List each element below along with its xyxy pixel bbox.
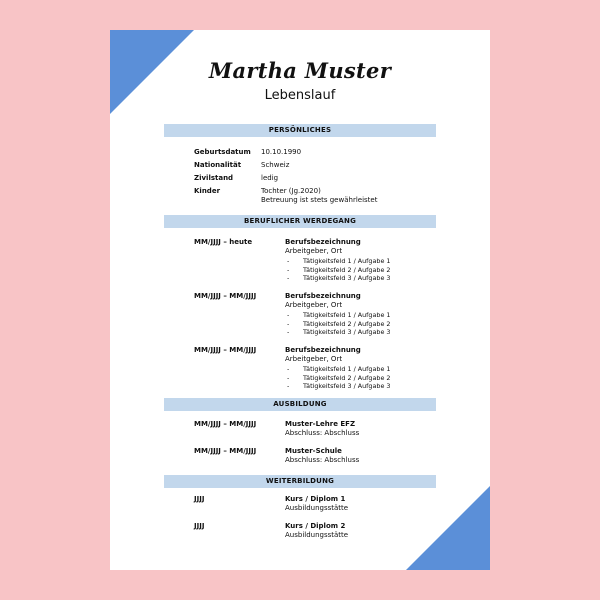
personal-label: Kinder [194,187,221,195]
personal-value: 10.10.1990 [261,148,302,156]
further-education-date: JJJJ [194,522,205,530]
personal-value-note: Betreuung ist stets gewährleistet [261,196,378,204]
document-title: Lebenslauf [264,88,336,103]
education-entry [285,420,359,438]
course-title: Kurs / Diplom 2 [285,522,346,530]
education-degree: Abschluss: Abschluss [285,456,360,464]
job-title: Berufsbezeichnung [285,238,361,246]
experience-entry [285,346,390,391]
education-degree: Abschluss: Abschluss [285,429,360,437]
personal-value: Schweiz [261,161,290,169]
education-title: Muster-Schule [285,447,342,455]
personal-label: Nationalität [194,161,242,169]
job-employer: Arbeitgeber, Ort [285,247,343,255]
task-item: - Tätigkeitsfeld 1 / Aufgabe 1 [285,365,390,374]
task-item: - Tätigkeitsfeld 3 / Aufgabe 3 [285,274,390,283]
task-list [285,311,390,337]
personal-label: Zivilstand [194,174,234,182]
task-item: - Tätigkeitsfeld 1 / Aufgabe 1 [285,311,390,320]
personal-value: ledig [261,174,279,182]
corner-triangle-bottom-right [406,486,490,570]
task-list [285,365,390,391]
task-item: - Tätigkeitsfeld 2 / Aufgabe 2 [285,374,390,383]
person-name: Martha Muster [208,58,392,83]
cv-page [110,30,490,570]
further-education-date: JJJJ [194,495,205,503]
education-entry [285,447,359,465]
course-title: Kurs / Diplom 1 [285,495,346,503]
education-date: MM/JJJJ – MM/JJJJ [194,447,257,455]
section-heading-experience: BERUFLICHER WERDEGANG [164,215,436,228]
personal-label: Geburtsdatum [194,148,251,156]
section-heading-further-education: WEITERBILDUNG [164,475,436,488]
section-heading-education: AUSBILDUNG [164,398,436,411]
job-employer: Arbeitgeber, Ort [285,355,343,363]
course-institution: Ausbildungsstätte [285,504,349,512]
course-institution: Ausbildungsstätte [285,531,349,539]
education-title: Muster-Lehre EFZ [285,420,356,428]
experience-date: MM/JJJJ – MM/JJJJ [194,346,257,354]
task-item: - Tätigkeitsfeld 3 / Aufgabe 3 [285,328,390,337]
job-title: Berufsbezeichnung [285,346,361,354]
personal-value: Tochter (Jg.2020) [261,187,321,195]
task-item: - Tätigkeitsfeld 2 / Aufgabe 2 [285,320,390,329]
task-list [285,257,390,283]
task-item: - Tätigkeitsfeld 1 / Aufgabe 1 [285,257,390,266]
job-employer: Arbeitgeber, Ort [285,301,343,309]
experience-date: MM/JJJJ – MM/JJJJ [194,292,257,300]
task-item: - Tätigkeitsfeld 2 / Aufgabe 2 [285,266,390,275]
experience-entry [285,238,390,283]
education-date: MM/JJJJ – MM/JJJJ [194,420,257,428]
further-education-entry [285,522,348,540]
experience-entry [285,292,390,337]
experience-date: MM/JJJJ – heute [194,238,253,246]
further-education-entry [285,495,348,513]
section-heading-personal: PERSÖNLICHES [164,124,436,137]
task-item: - Tätigkeitsfeld 3 / Aufgabe 3 [285,382,390,391]
job-title: Berufsbezeichnung [285,292,361,300]
